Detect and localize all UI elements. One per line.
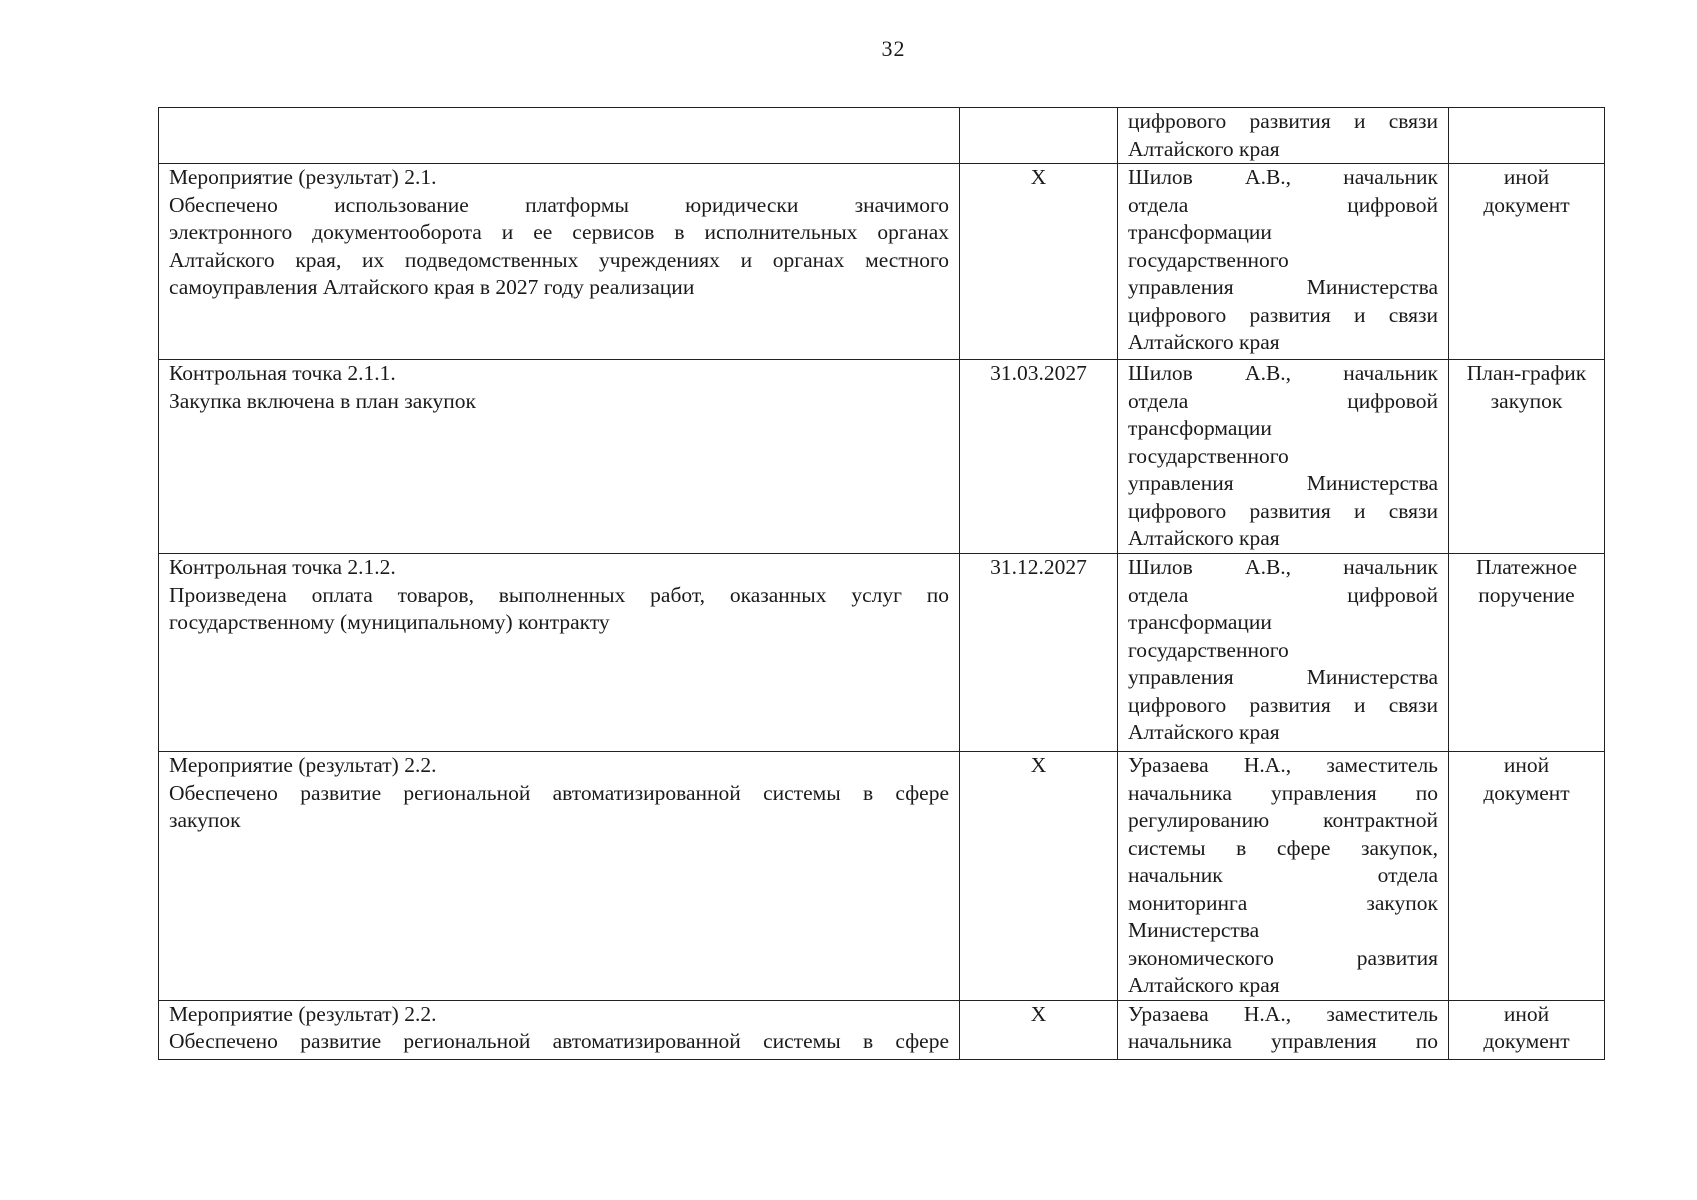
responsible-cell bbox=[1118, 1000, 1449, 1059]
responsible-line: Алтайского края bbox=[1128, 330, 1280, 354]
date-cell bbox=[960, 752, 1118, 1001]
responsible-line: цифрового развития и связи bbox=[1128, 498, 1438, 523]
responsible-cell bbox=[1118, 360, 1449, 554]
responsible-line: цифрового развития и связи bbox=[1128, 692, 1438, 717]
responsible-line: начальника управления по bbox=[1128, 780, 1438, 805]
responsible-line: отдела цифровой bbox=[1128, 192, 1438, 217]
document-type-line: иной bbox=[1503, 165, 1550, 189]
event-cell bbox=[159, 752, 960, 1001]
document-type-line: поручение bbox=[1478, 582, 1575, 607]
responsible-line: управления Министерства bbox=[1128, 471, 1438, 495]
responsible-line: управления Министерства bbox=[1128, 665, 1438, 689]
document-cell bbox=[1449, 752, 1605, 1001]
responsible-cell bbox=[1118, 164, 1449, 360]
event-description-line: Произведена оплата товаров, выполненных работ, оказанных услуг по bbox=[169, 582, 949, 607]
document-type-line: иной bbox=[1503, 753, 1550, 777]
document-type-line: документ bbox=[1483, 192, 1570, 217]
event-cell bbox=[159, 108, 960, 164]
date-cell bbox=[960, 360, 1118, 554]
date-cell bbox=[960, 1000, 1118, 1059]
responsible-line: Шилов А.В., начальник bbox=[1128, 165, 1438, 189]
table-row bbox=[159, 1000, 1605, 1059]
event-title: Мероприятие (результат) 2.2. bbox=[169, 753, 437, 777]
responsible-line: трансформации bbox=[1128, 220, 1272, 244]
event-title: Контрольная точка 2.1.2. bbox=[169, 555, 396, 579]
responsible-line: Шилов А.В., начальник bbox=[1128, 361, 1438, 385]
date-cell bbox=[960, 164, 1118, 360]
document-type-line: иной bbox=[1503, 1001, 1550, 1026]
event-description-line: Обеспечено развитие региональной автоматизированной системы в сфере bbox=[169, 1029, 949, 1053]
responsible-line: государственного bbox=[1128, 247, 1289, 272]
event-description-line: государственному (муниципальному) контракту bbox=[169, 610, 610, 634]
event-description-line: электронного документооборота и ее сервисов в исполнительных органах bbox=[169, 220, 949, 244]
responsible-line: Алтайского края bbox=[1128, 136, 1280, 161]
responsible-line: системы в сфере закупок, bbox=[1128, 835, 1438, 860]
responsible-line: Алтайского края bbox=[1128, 973, 1280, 997]
responsible-cell bbox=[1118, 752, 1449, 1001]
responsible-line: Шилов А.В., начальник bbox=[1128, 555, 1438, 579]
event-description-line: Алтайского края, их подведомственных учреждениях и органах местного bbox=[169, 247, 949, 272]
document-type-line: закупок bbox=[1490, 388, 1563, 413]
deadline-date: X bbox=[1030, 165, 1047, 189]
responsible-line: Уразаева Н.А., заместитель bbox=[1128, 1001, 1438, 1026]
date-cell bbox=[960, 554, 1118, 752]
responsible-line: отдела цифровой bbox=[1128, 388, 1438, 413]
event-description-line: Обеспечено развитие региональной автоматизированной системы в сфере bbox=[169, 780, 949, 805]
responsible-line: мониторинга закупок bbox=[1128, 890, 1438, 915]
event-cell bbox=[159, 1000, 960, 1059]
table-row bbox=[159, 752, 1605, 1001]
document-cell bbox=[1449, 360, 1605, 554]
document-type-line: Платежное bbox=[1475, 555, 1578, 579]
event-title: Мероприятие (результат) 2.1. bbox=[169, 165, 437, 189]
responsible-cell bbox=[1118, 108, 1449, 164]
responsible-line: регулированию контрактной bbox=[1128, 808, 1438, 832]
event-cell bbox=[159, 164, 960, 360]
event-cell bbox=[159, 360, 960, 554]
event-title: Контрольная точка 2.1.1. bbox=[169, 361, 396, 385]
document-type-line: документ bbox=[1483, 1029, 1570, 1053]
document-type-line: документ bbox=[1483, 780, 1570, 805]
deadline-date: X bbox=[1030, 1001, 1047, 1026]
plan-table bbox=[158, 107, 1605, 1060]
event-cell bbox=[159, 554, 960, 752]
responsible-line: Алтайского края bbox=[1128, 720, 1280, 744]
event-description-line: Обеспечено использование платформы юридически значимого bbox=[169, 192, 949, 217]
document-cell bbox=[1449, 108, 1605, 164]
event-description-line: самоуправления Алтайского края в 2027 году реализации bbox=[169, 275, 695, 299]
table-row bbox=[159, 554, 1605, 752]
table-row bbox=[159, 360, 1605, 554]
event-description-line: закупок bbox=[169, 808, 241, 832]
deadline-date: 31.03.2027 bbox=[990, 361, 1087, 385]
document-cell bbox=[1449, 554, 1605, 752]
responsible-line: отдела цифровой bbox=[1128, 582, 1438, 607]
document-cell bbox=[1449, 164, 1605, 360]
responsible-line: управления Министерства bbox=[1128, 275, 1438, 299]
event-title: Мероприятие (результат) 2.2. bbox=[169, 1001, 437, 1026]
responsible-line: начальника управления по bbox=[1128, 1029, 1438, 1053]
responsible-line: Министерства bbox=[1128, 918, 1260, 942]
page-number: 32 bbox=[881, 36, 906, 61]
responsible-cell bbox=[1118, 554, 1449, 752]
deadline-date: 31.12.2027 bbox=[990, 555, 1087, 579]
plan-table-body bbox=[159, 108, 1605, 1060]
responsible-line: цифрового развития и связи bbox=[1128, 109, 1438, 133]
responsible-line: экономического развития bbox=[1128, 945, 1438, 970]
deadline-date: X bbox=[1030, 753, 1047, 777]
table-row bbox=[159, 108, 1605, 164]
responsible-line: Алтайского края bbox=[1128, 526, 1280, 550]
responsible-line: цифрового развития и связи bbox=[1128, 302, 1438, 327]
event-description-line: Закупка включена в план закупок bbox=[169, 388, 476, 413]
table-row bbox=[159, 164, 1605, 360]
responsible-line: начальник отдела bbox=[1128, 863, 1438, 887]
responsible-line: государственного bbox=[1128, 443, 1289, 468]
responsible-line: трансформации bbox=[1128, 610, 1272, 634]
responsible-line: государственного bbox=[1128, 637, 1289, 662]
responsible-line: трансформации bbox=[1128, 416, 1272, 440]
document-type-line: План-график bbox=[1466, 361, 1587, 385]
date-cell bbox=[960, 108, 1118, 164]
responsible-line: Уразаева Н.А., заместитель bbox=[1128, 753, 1438, 777]
document-cell bbox=[1449, 1000, 1605, 1059]
